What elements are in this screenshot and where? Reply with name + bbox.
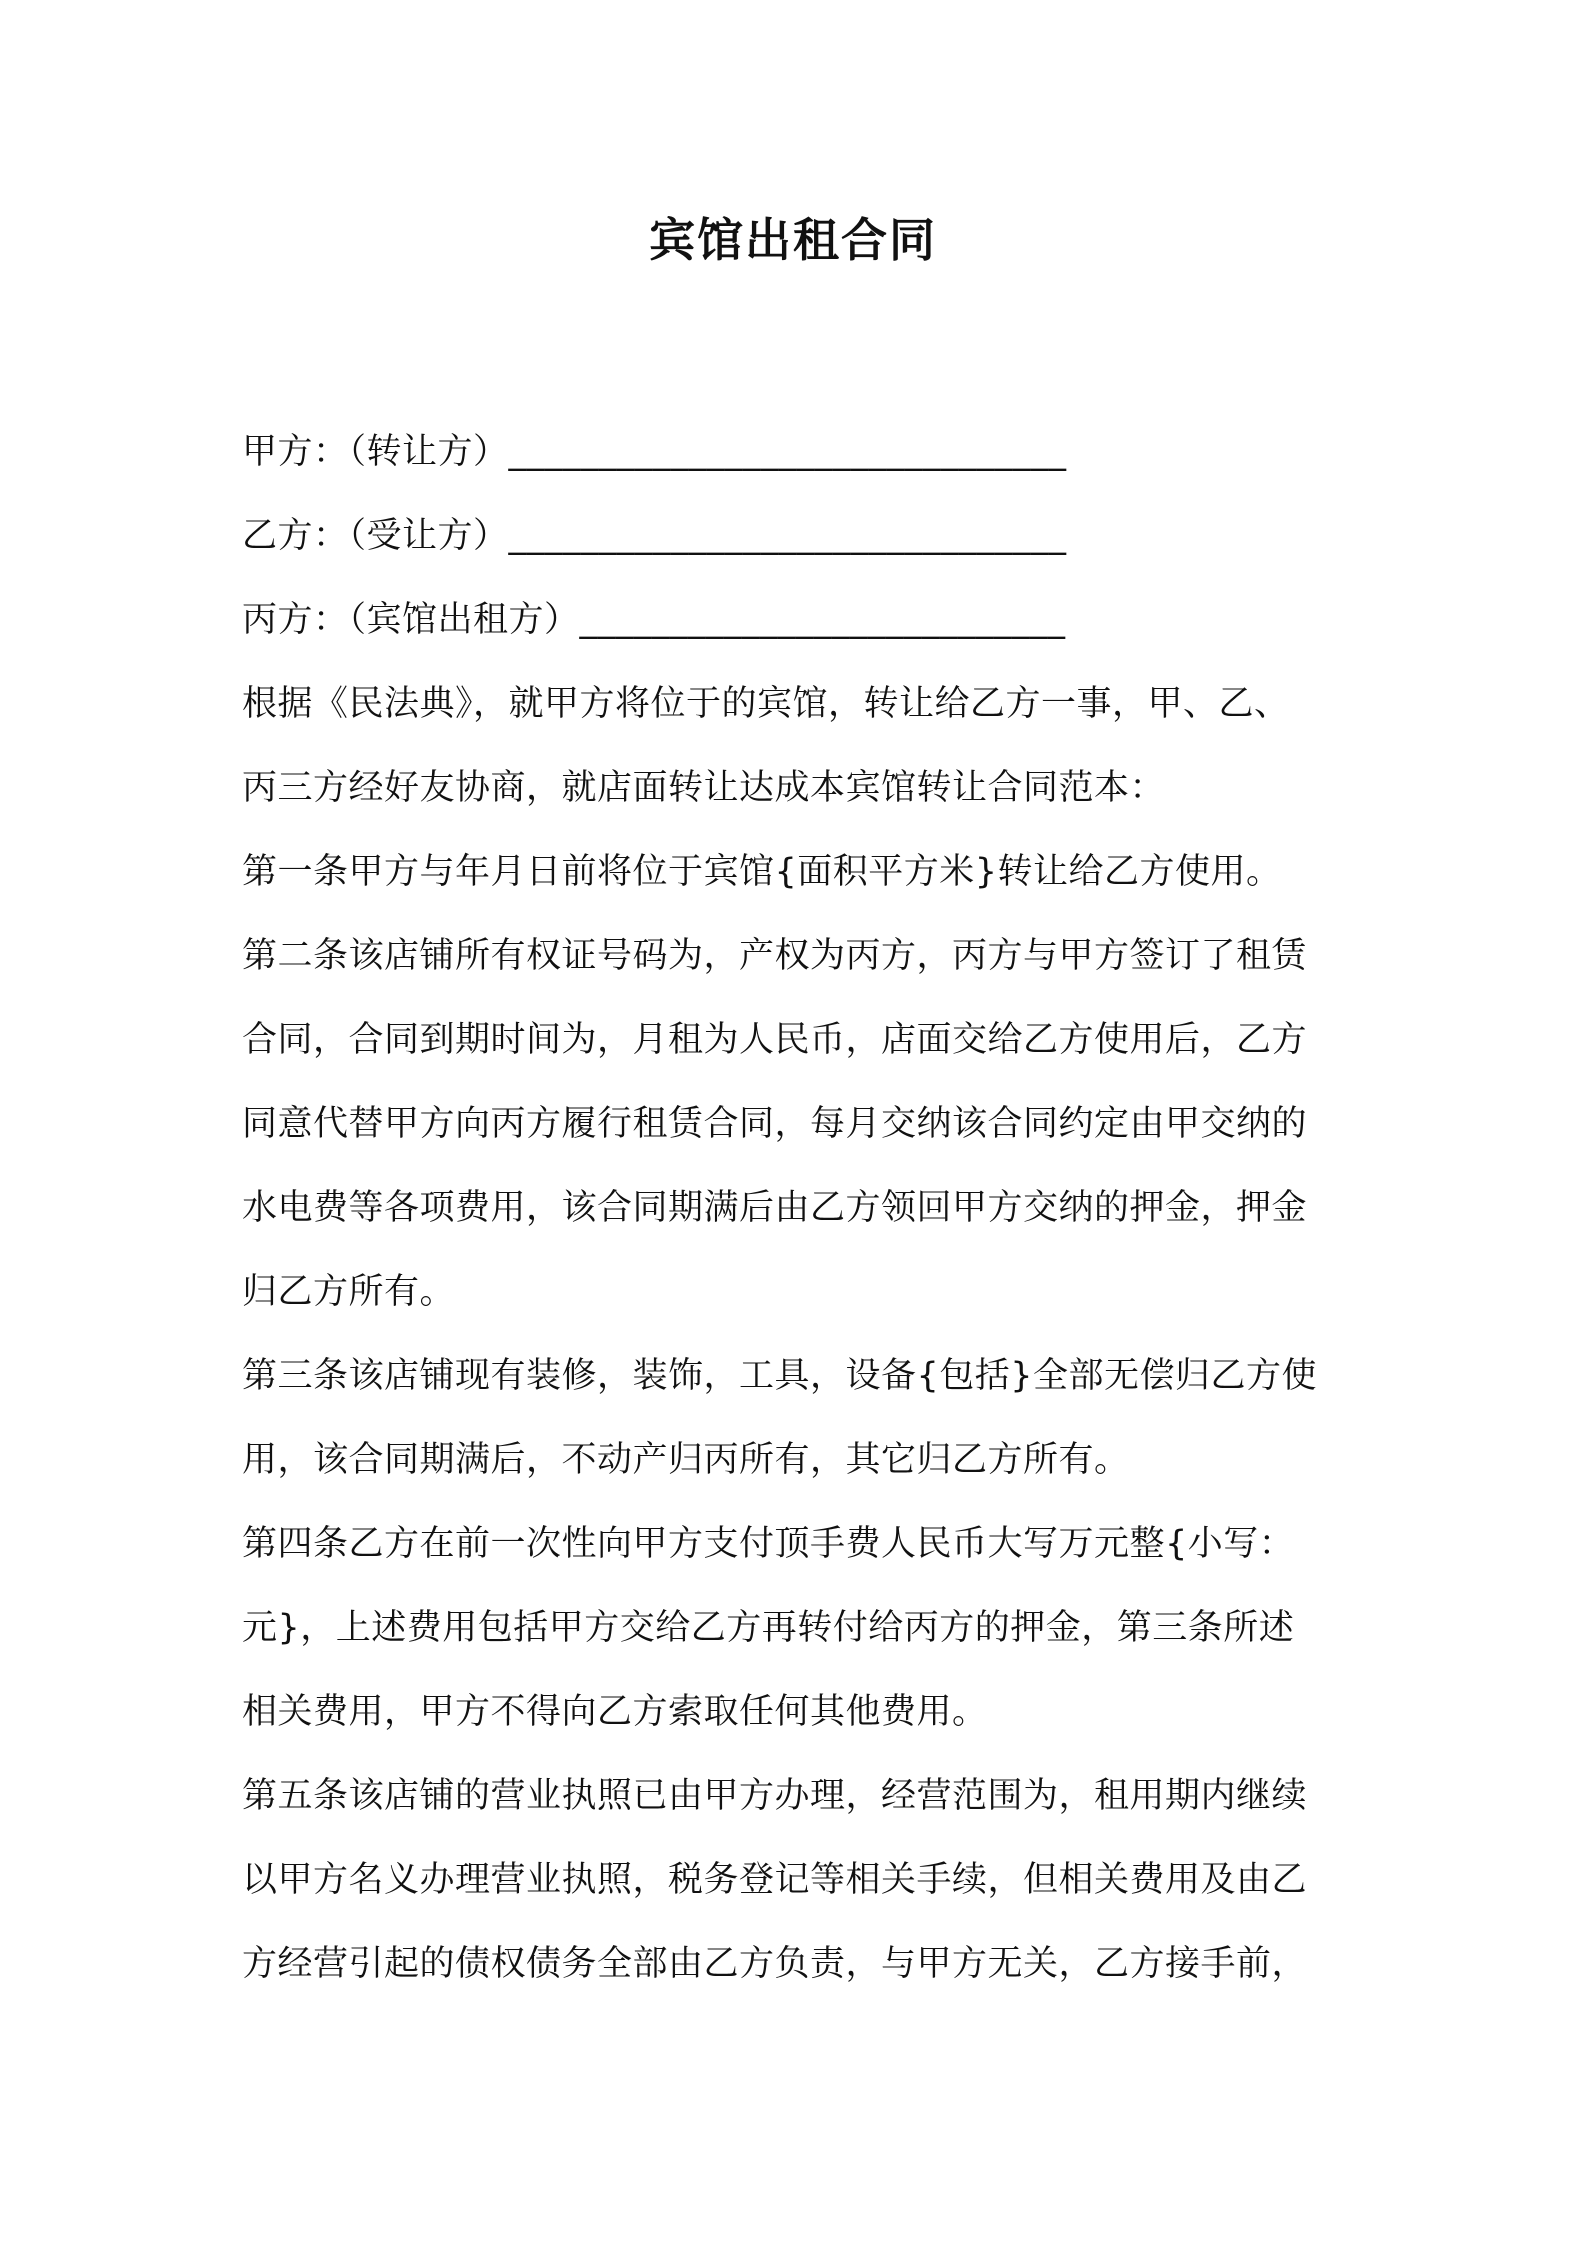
text-line: 同意代替甲方向丙方履行租赁合同，每月交纳该合同约定由甲交纳的 — [242, 1104, 1308, 1144]
text-line: 第一条甲方与年月日前将位于宾馆{面积平方米}转让给乙方使用。 — [242, 852, 1282, 892]
text-line: 以甲方名义办理营业执照，税务登记等相关手续，但相关费用及由乙 — [242, 1860, 1308, 1900]
text-line: 水电费等各项费用，该合同期满后由乙方领回甲方交纳的押金，押金 — [242, 1188, 1308, 1228]
document-title: 宾馆出租合同 — [649, 213, 937, 267]
party-b-line: 乙方：（受让方）_______________________________ — [242, 516, 1067, 556]
text-line: 合同，合同到期时间为，月租为人民币，店面交给乙方使用后，乙方 — [242, 1020, 1308, 1060]
text-line: 丙三方经好友协商，就店面转让达成本宾馆转让合同范本： — [242, 768, 1166, 808]
text-line: 根据《民法典》，就甲方将位于的宾馆，转让给乙方一事，甲、乙、 — [242, 684, 1290, 724]
text-line: 相关费用，甲方不得向乙方索取任何其他费用。 — [242, 1692, 988, 1732]
text-line: 归乙方所有。 — [242, 1272, 456, 1312]
text-line: 用，该合同期满后，不动产归丙所有，其它归乙方所有。 — [242, 1440, 1130, 1480]
text-line: 方经营引起的债权债务全部由乙方负责，与甲方无关，乙方接手前， — [242, 1944, 1308, 1984]
party-a-line: 甲方：（转让方）_______________________________ — [242, 432, 1067, 472]
text-line: 元}，上述费用包括甲方交给乙方再转付给丙方的押金，第三条所述 — [242, 1608, 1295, 1648]
document-body — [242, 410, 1362, 2006]
text-line: 第三条该店铺现有装修，装饰，工具，设备{包括}全部无偿归乙方使 — [242, 1356, 1318, 1396]
text-line: 第五条该店铺的营业执照已由甲方办理，经营范围为，租用期内继续 — [242, 1776, 1308, 1816]
party-c-line: 丙方：（宾馆出租方）___________________________ — [242, 600, 1066, 640]
text-line: 第四条乙方在前一次性向甲方支付顶手费人民币大写万元整{小写： — [242, 1524, 1295, 1564]
text-line: 第二条该店铺所有权证号码为，产权为丙方，丙方与甲方签订了租赁 — [242, 936, 1308, 976]
